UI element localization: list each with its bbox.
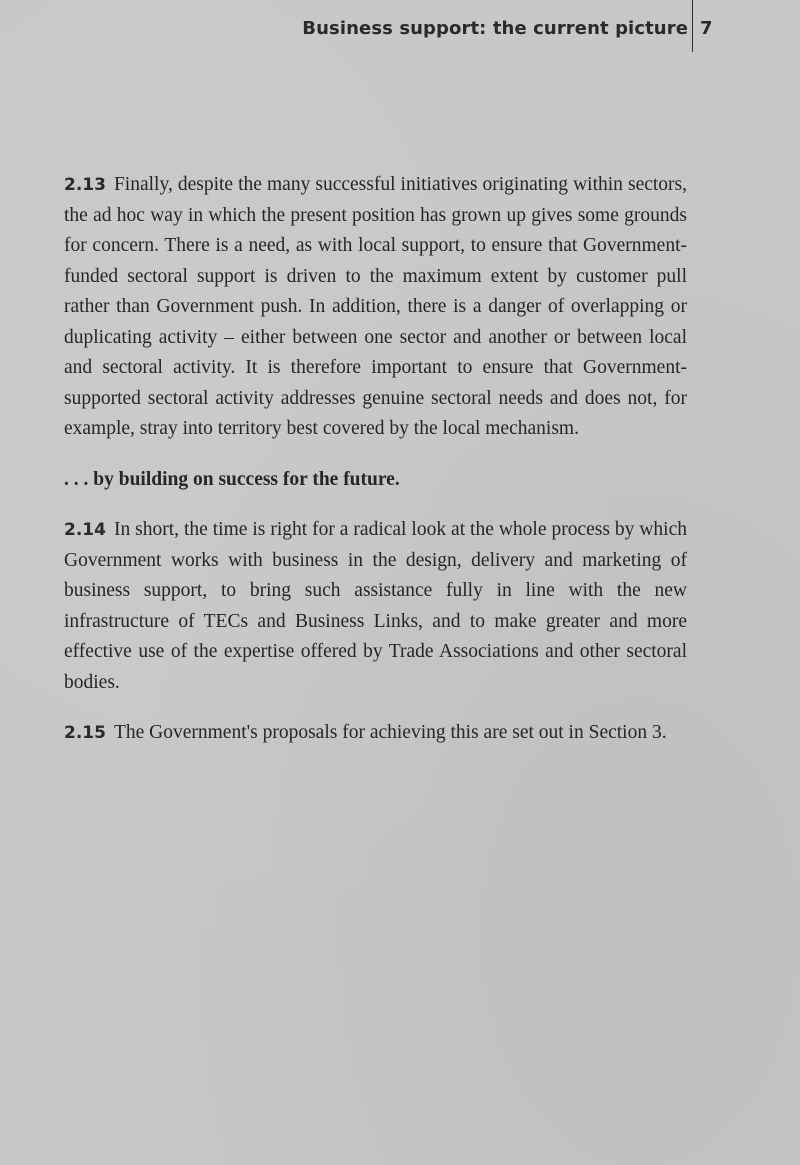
paragraph-text: In short, the time is right for a radical look at the whole process by which Government works with business in the design, delivery and marketing of business support, to bring such assistance fully in line with the new infrastructure of TECs and Business Links, and to make greater and more effective use of the expertise offered by Trade Associations and other sectoral bodies.	[64, 519, 687, 693]
header-divider	[692, 0, 693, 52]
body-text	[64, 170, 687, 749]
paragraph-number: 2.13	[64, 175, 106, 195]
page-number: 7	[700, 18, 713, 39]
paragraph-number: 2.14	[64, 520, 106, 540]
paragraph-2-13	[64, 170, 687, 445]
paragraph-number: 2.15	[64, 723, 106, 743]
paragraph-2-15	[64, 718, 687, 749]
paragraph-text: The Government's proposals for achieving this are set out in Section 3.	[113, 722, 667, 743]
paragraph-text: Finally, despite the many successful initiatives originating within sectors, the ad hoc way in which the present position has grown up gives some grounds for concern. There is a need, as with local support, to ensure that Government-funded sectoral support is driven to the maximum extent by customer pull rather than Government push. In addition, there is a danger of overlapping or duplicating activity – either between one sector and another or between local and sectoral activity. It is therefore important to ensure that Government-supported sectoral activity addresses genuine sectoral needs and does not, for example, stray into territory best covered by the local mechanism.	[64, 174, 687, 439]
section-subheading: . . . by building on success for the future.	[64, 468, 400, 490]
paragraph-2-14	[64, 515, 687, 698]
running-title: Business support: the current picture	[302, 18, 688, 39]
